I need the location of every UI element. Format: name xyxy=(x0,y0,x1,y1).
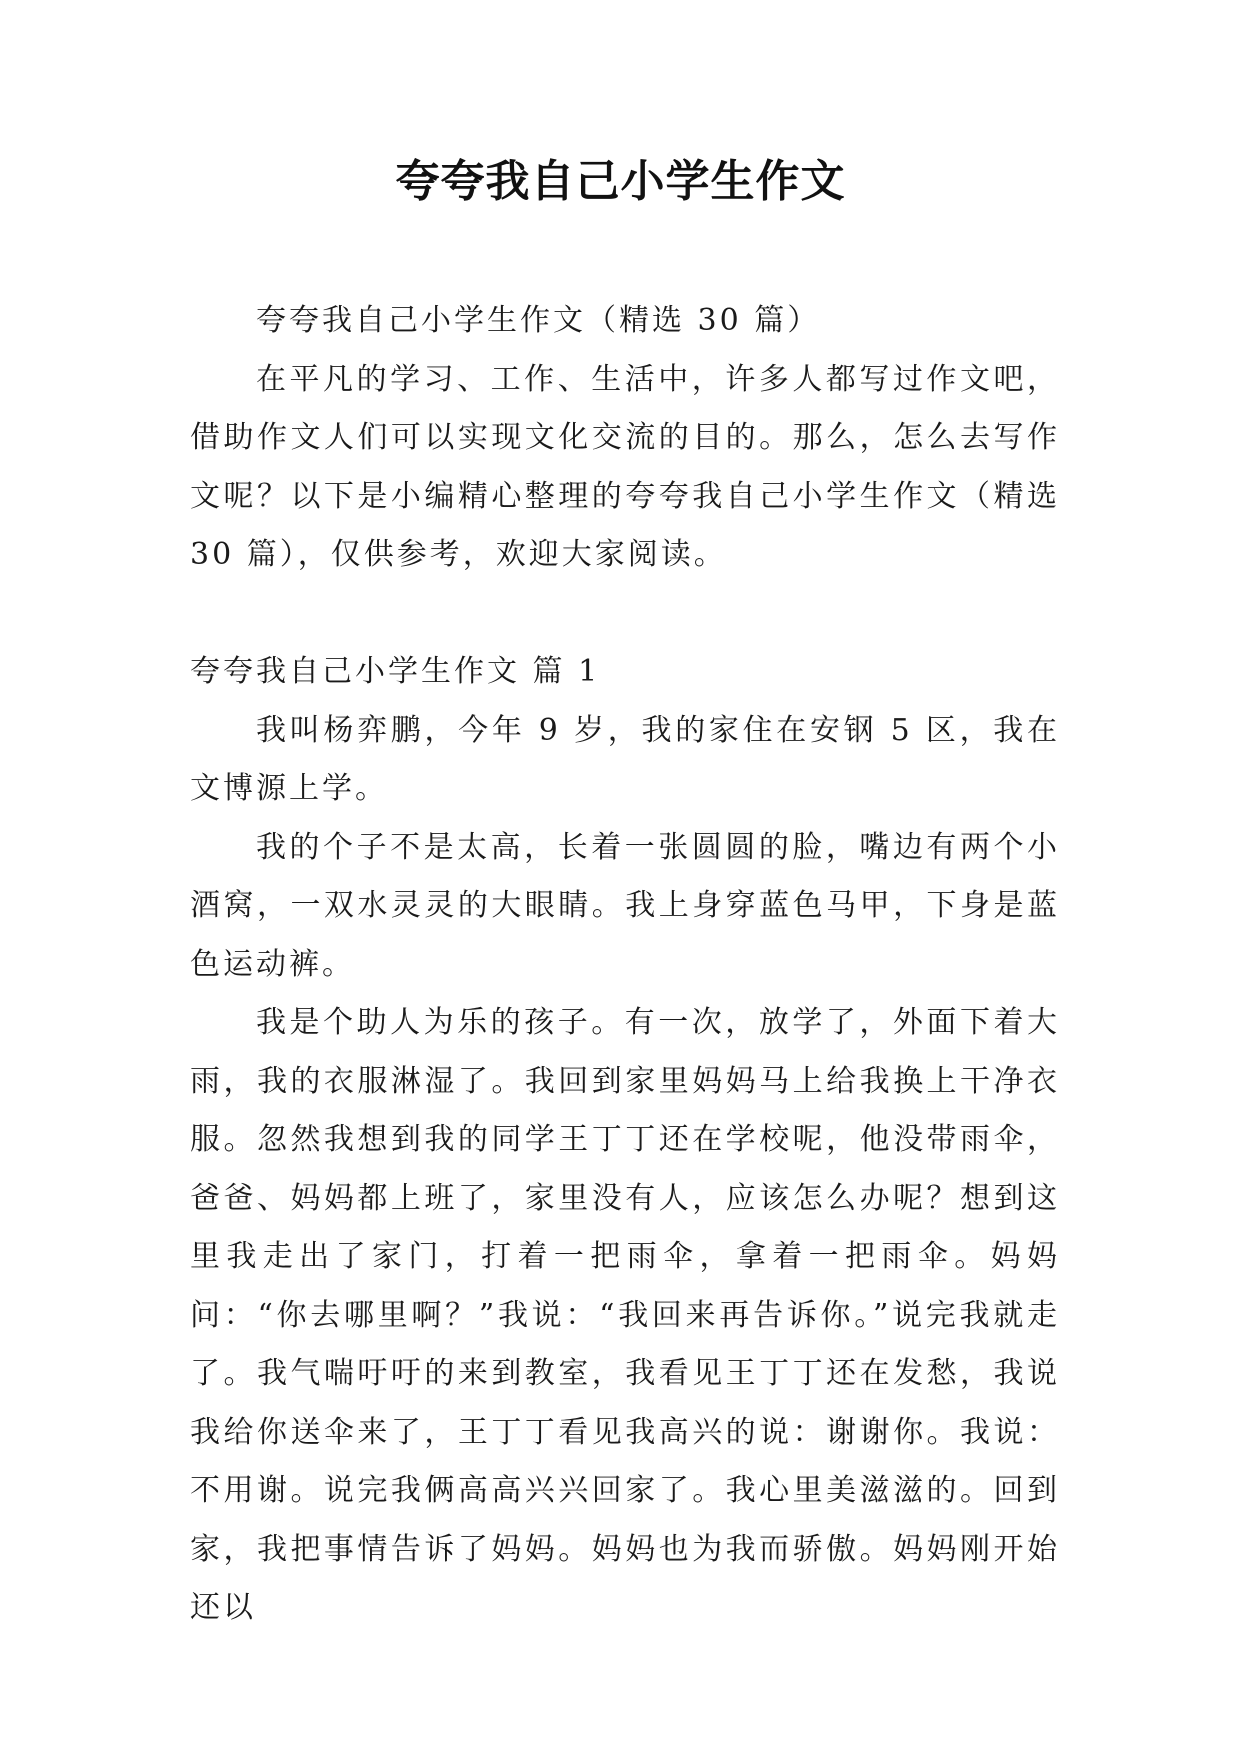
paragraph-2: 我的个子不是太高，长着一张圆圆的脸，嘴边有两个小酒窝，一双水灵灵的大眼睛。我上身穿蓝色马甲，下身是蓝色运动裤。 xyxy=(190,829,1060,982)
paragraph-spacer xyxy=(190,585,1060,644)
paragraph-1: 我叫杨弈鹏，今年 9 岁，我的家住在安钢 5 区，我在文博源上学。 xyxy=(190,712,1060,806)
paragraph-3: 我是个助人为乐的孩子。有一次，放学了，外面下着大雨，我的衣服淋湿了。我回到家里妈妈马上给我换上干净衣服。忽然我想到我的同学王丁丁还在学校呢，他没带雨伞，爸爸、妈妈都上班了，家里没有人，应该怎么办呢？想到这里我走出了家门，打着一把雨伞，拿着一把雨伞。妈妈问：“你去哪里啊？”我说：“我回来再告诉你。”说完我就走了。我气喘吁吁的来到教室，我看见王丁丁还在发愁，我说我给你送伞来了，王丁丁看见我高兴的说：谢谢你。我说：不用谢。说完我俩高高兴兴回家了。我心里美滋滋的。回到家，我把事情告诉了妈妈。妈妈也为我而骄傲。妈妈刚开始还以 xyxy=(190,1005,1060,1625)
page-title: 夸夸我自己小学生作文 xyxy=(395,156,846,207)
document-body xyxy=(190,292,1060,1638)
section-heading: 夸夸我自己小学生作文 篇 1 xyxy=(190,654,601,689)
intro-paragraph: 在平凡的学习、工作、生活中，许多人都写过作文吧，借助作文人们可以实现文化交流的目的。那么，怎么去写作文呢？以下是小编精心整理的夸夸我自己小学生作文（精选 30 篇），仅供参考，欢迎大家阅读。 xyxy=(190,361,1060,572)
subtitle: 夸夸我自己小学生作文（精选 30 篇） xyxy=(256,303,821,338)
